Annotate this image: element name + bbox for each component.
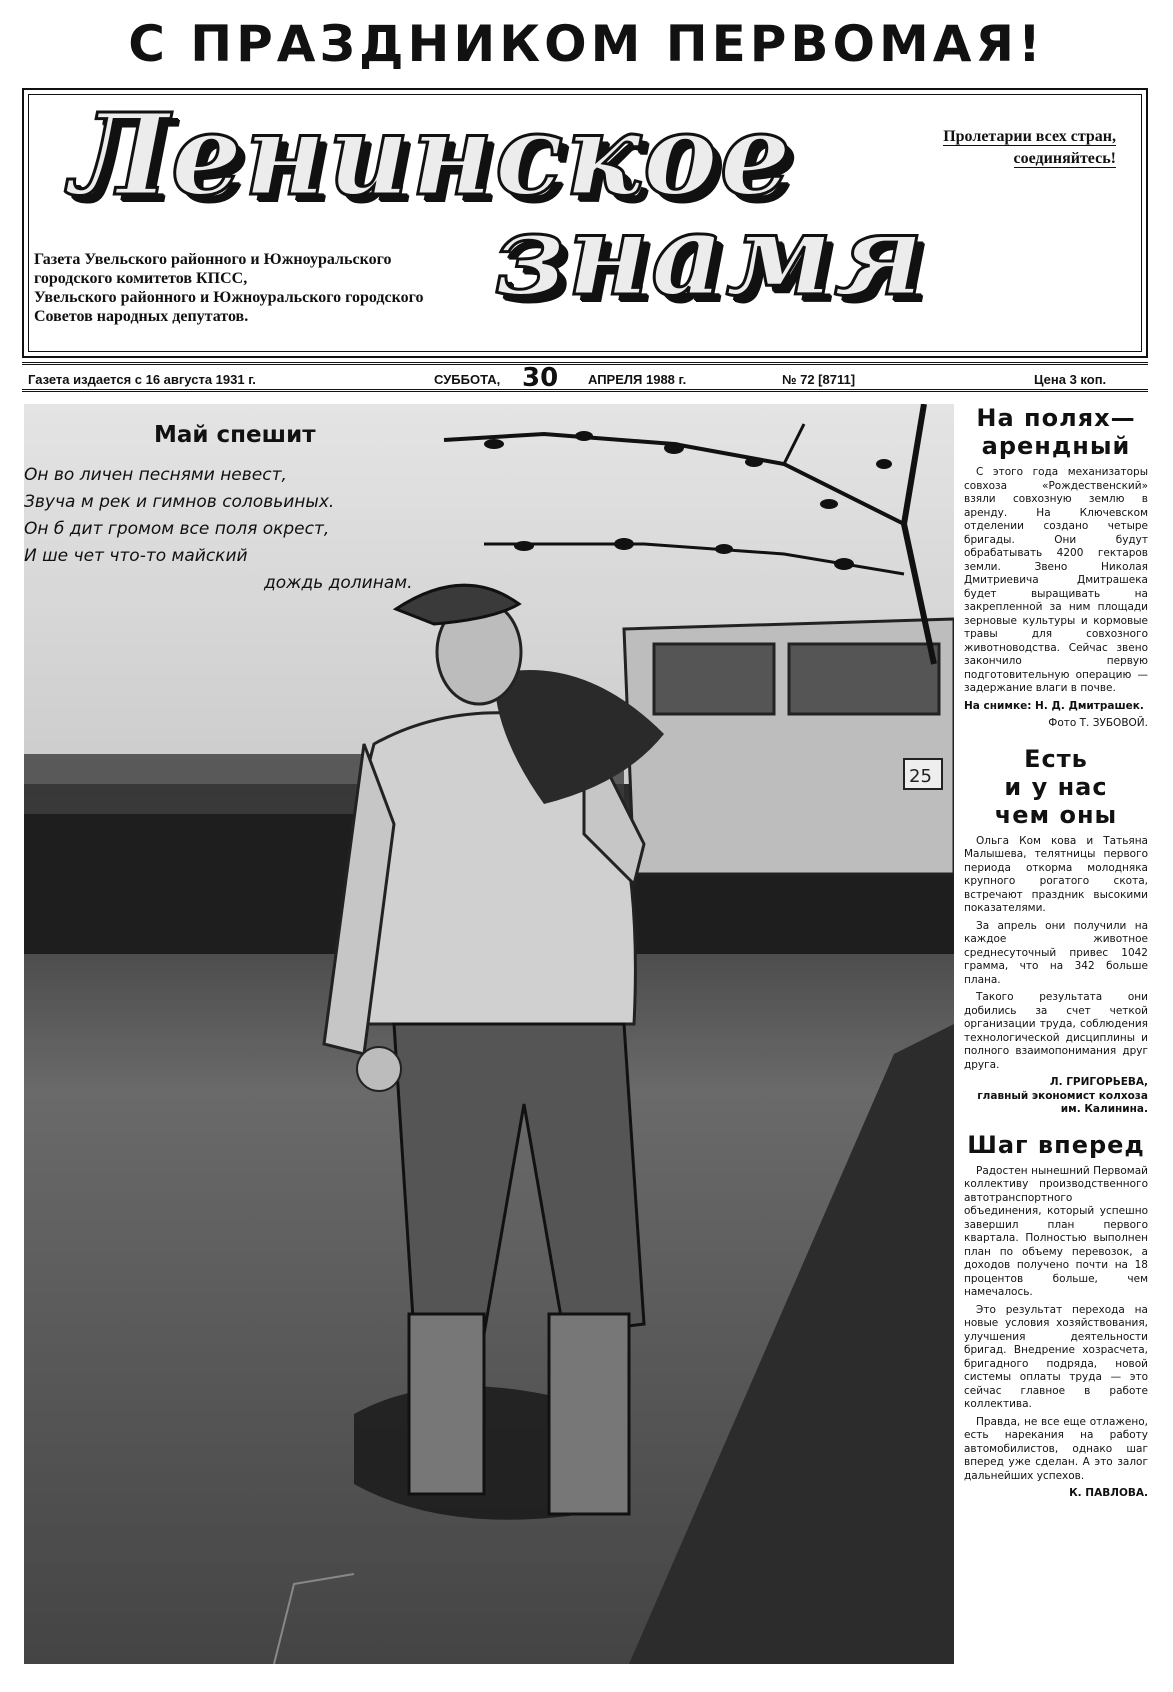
poem [24,462,464,597]
article-title-fields [964,404,1148,460]
signature-role: главный экономист колхоза им. Калинина. [977,1089,1148,1115]
photo-caption: На снимке: Н. Д. Дмитрашек. [964,699,1144,712]
publisher-info [34,250,504,326]
article-paragraph: Ольга Ком кова и Татьяна Малышева, телятницы первого периода откорма молодняка крупного рогатого скота, встречают праздник высокими показателями. [964,834,1148,914]
publisher-line: городского комитетов КПСС, [34,270,248,287]
article-paragraph: За апрель они получили на каждое животное среднесуточный привес 1042 грамма, что на 342 больше плана. [964,919,1148,986]
poem-line: дождь долинам. [264,573,413,593]
publisher-line: Советов народных депутатов. [34,308,249,325]
issue-day: 30 [522,363,559,393]
truck-plate: 25 [909,766,932,787]
title-line: Есть [1024,744,1088,773]
newspaper-title-line1: Ленинское [70,90,793,221]
poem-line: Звуча м рек и гимнов соловьиных. [24,492,335,512]
article-text: С этого года механизаторы совхоза «Рождественский» взяли совхозную землю в аренду. На Ключевском отделении создано четыре бригады. Они будут обрабатывать 4200 гектаров земли. Звено Николая Дмитриевича Дмитрашека будет выращивать на закрепленной за ним площади зерновые культуры и кормовые травы для совхозного животноводства. Сейчас звено закончило первую подготовительную операцию — задержание влаги в почве. [964,466,1148,694]
title-line: и у нас [1004,772,1108,801]
article-paragraph: Правда, не все еще отлажено, есть нарекания на работу автомобилистов, однако шаг вперед уже сделан. А это залог дальнейших успехов. [964,1415,1148,1482]
title-line: чем оны [994,800,1118,829]
weekday: СУББОТА, [434,372,501,387]
poem-line: Он б дит громом все поля окрест, [24,519,330,539]
issue-number: № 72 [8711] [782,372,856,387]
motto [896,126,1116,170]
title-line: На полях— [976,404,1136,432]
motto-line2: соединяйтесь! [1013,150,1116,167]
price: Цена 3 коп. [1034,372,1107,387]
poem-line: Он во личен песнями невест, [24,465,287,485]
article-signature: К. ПАВЛОВА. [1069,1487,1148,1499]
article-paragraph: Радостен нынешний Первомай коллективу производственного автотранспортного объединения, который успешно завершил план первого квартала. Полностью выполнен план по объему перевозок, а доходов получено почти на 18 процентов больше, чем намечалось. [964,1164,1148,1298]
poem-title: Май спешит [154,422,316,448]
article-title-step: Шаг вперед [967,1130,1145,1159]
article-title-champions [964,745,1148,829]
title-line: арендный [981,432,1131,460]
publisher-line: Увельского районного и Южноуральского городского [34,289,424,306]
article-paragraph: Это результат перехода на новые условия хозяйствования, улучшения деятельности бригад. Внедрение хозрасчета, бригадного подряда, новой системы оплаты труда — это сейчас главное в работе коллектива. [964,1303,1148,1410]
signature-name: Л. ГРИГОРЬЕВА, [1049,1076,1148,1088]
publisher-line: Газета Увельского районного и Южноуральского [34,251,392,268]
holiday-banner: С ПРАЗДНИКОМ ПЕРВОМАЯ! [128,15,1045,73]
issue-info-bar [22,362,1148,392]
photo-credit: Фото Т. ЗУБОВОЙ. [1048,717,1148,729]
motto-line1: Пролетарии всех стран, [943,128,1116,145]
poem-line: И ше чет что-то майский [24,546,248,566]
article-paragraph: Такого результата они добились за счет четкой организации труда, соблюдения технологической дисциплины и полного взаимопонимания друг друга. [964,991,1148,1071]
news-sidebar [964,404,1148,1664]
founded-date: Газета издается с 16 августа 1931 г. [28,372,256,387]
front-page-photo [24,404,954,1664]
issue-month-year: АПРЕЛЯ 1988 г. [588,372,687,387]
article-signature [964,1076,1148,1117]
masthead [22,88,1148,358]
newspaper-title-line2: знамя [494,190,926,321]
